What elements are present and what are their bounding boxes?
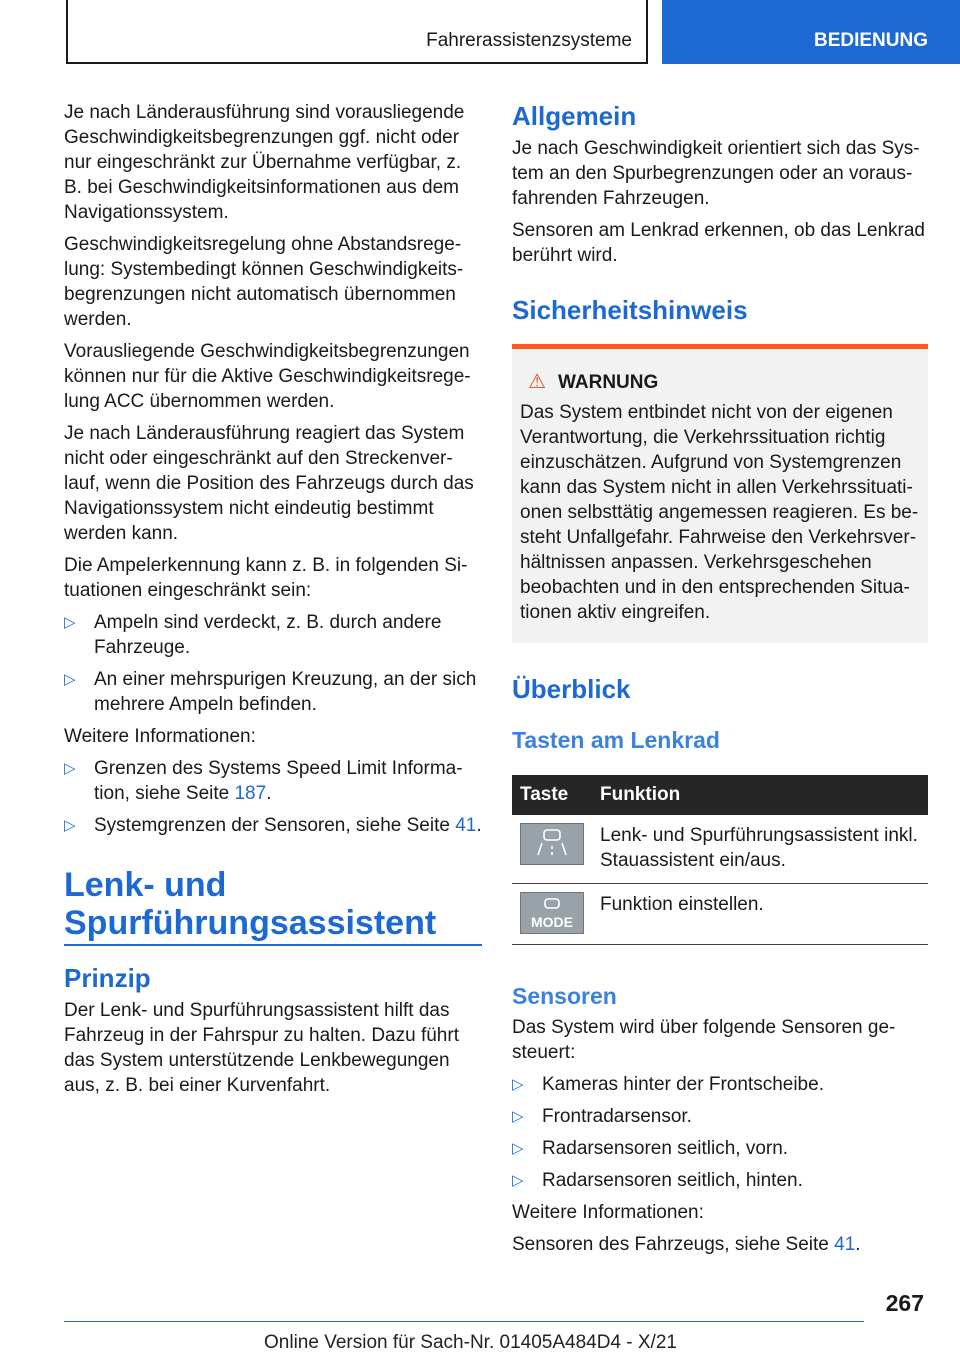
key-function-table <box>512 775 928 945</box>
warning-title: ⚠ WARNUNG <box>528 371 659 393</box>
page-number: 267 <box>885 1290 924 1316</box>
function-cell: Funktion einstellen. <box>592 884 928 945</box>
page-footer <box>64 1290 928 1353</box>
heading-prinzip: Prinzip <box>64 963 151 993</box>
mode-button[interactable] <box>520 892 584 934</box>
paragraph: Der Lenk- und Spurführungsassistent hilft das Fahrzeug in der Fahrspur zu halten. Dazu führt das System unterstützende Lenkbewegungen aus, z. B. bei einer Kurvenfahrt. <box>64 1000 459 1096</box>
column-header-funktion: Funktion <box>592 775 928 815</box>
table-row <box>512 884 928 945</box>
heading-tasten: Tasten am Lenkrad <box>512 727 720 753</box>
heading-allgemein: Allgemein <box>512 101 637 131</box>
online-version-note: Online Version für Sach-Nr. 01405A484D4 - X/21 <box>264 1332 677 1353</box>
list-item: ▷ Frontradarsensor. <box>512 1106 692 1127</box>
column-header-taste: Taste <box>512 775 592 815</box>
more-info-label: Weitere Informationen: <box>64 726 256 747</box>
footer-rule <box>64 1321 864 1322</box>
heading-ueberblick: Überblick <box>512 674 631 704</box>
triangle-bullet-icon: ▷ <box>64 614 76 631</box>
triangle-bullet-icon: ▷ <box>512 1140 524 1157</box>
paragraph: Je nach Länderausführung reagiert das System nicht oder eingeschränkt auf den Streckenver- lauf, wenn die Position des Fahrzeugs durch das Navigationssystem nicht eindeutig bestimmt werden kann. <box>64 423 474 544</box>
more-info-label: Weitere Informationen: <box>512 1202 704 1223</box>
page-header <box>0 0 960 66</box>
list-item: ▷ Kameras hinter der Frontscheibe. <box>512 1074 824 1095</box>
key-cell <box>512 815 592 884</box>
heading-sensoren: Sensoren <box>512 983 617 1009</box>
table-header-row <box>512 775 928 815</box>
chapter-tab[interactable]: BEDIENUNG <box>662 0 960 64</box>
heading-sicherheitshinweis: Sicherheitshinweis <box>512 295 748 325</box>
warning-text: Das System entbindet nicht von der eigenen Verantwortung, die Verkehrssituation richtig einzuschätzen. Aufgrund von Systemgrenzen kann das System nicht in allen Verkehrssituati- onen selbsttätig angemessen reagieren. Es be- steht Unfallgefahr. Fahrweise den Verkehrsver- hältnissen anpassen. Verkehrsgeschehen beobachten und in den entsprechenden Situa- tionen aktiv eingreifen. <box>520 402 919 623</box>
chapter-heading-block <box>64 866 482 946</box>
list-item: ▷ Radarsensoren seitlich, hinten. <box>512 1170 803 1191</box>
steering-assist-button[interactable] <box>520 823 584 865</box>
chapter-heading: Lenk- und Spurführungsassistent <box>64 866 437 942</box>
paragraph: Das System wird über folgende Sensoren ge- steuert: <box>512 1017 896 1063</box>
list-item: ▷ Grenzen des Systems Speed Limit Informa- tion, siehe Seite 187. <box>64 758 463 804</box>
function-cell: Lenk- und Spurführungsassistent inkl. Stauassistent ein/aus. <box>592 815 928 884</box>
bullet-list <box>64 610 482 717</box>
triangle-bullet-icon: ▷ <box>512 1108 524 1125</box>
mode-label: MODE <box>531 913 573 930</box>
sensor-reference: Sensoren des Fahrzeugs, siehe Seite 41. <box>512 1234 861 1255</box>
triangle-bullet-icon: ▷ <box>64 760 76 777</box>
key-cell <box>512 884 592 945</box>
warning-triangle-icon: ⚠ <box>528 371 546 393</box>
triangle-bullet-icon: ▷ <box>64 671 76 688</box>
paragraph: Je nach Geschwindigkeit orientiert sich das Sys- tem an den Spurbegrenzungen oder an voraus- fahrenden Fahrzeugen. <box>512 138 920 209</box>
list-item: ▷ An einer mehrspurigen Kreuzung, an der sich mehrere Ampeln befinden. <box>64 669 477 715</box>
page-link[interactable]: 41 <box>455 815 477 836</box>
section-title: Fahrerassistenzsysteme <box>66 0 648 64</box>
lane-assist-icon <box>530 827 574 861</box>
sensor-list <box>512 1072 928 1193</box>
page-link[interactable]: 41 <box>834 1234 856 1255</box>
paragraph: Geschwindigkeitsregelung ohne Abstandsrege- lung: Systembedingt können Geschwindigkeits- begrenzungen nicht automatisch übernommen werden. <box>64 234 464 330</box>
paragraph: Je nach Länderausführung sind vorausliegende Geschwindigkeitsbegrenzungen ggf. nicht oder nur eingeschränkt zur Übernahme verfügbar, z. B. bei Geschwindigkeitsinformationen aus dem Navigationssystem. <box>64 102 465 223</box>
list-item: ▷ Radarsensoren seitlich, vorn. <box>512 1138 789 1159</box>
triangle-bullet-icon: ▷ <box>64 817 76 834</box>
list-item: ▷ Ampeln sind verdeckt, z. B. durch andere Fahrzeuge. <box>64 612 442 658</box>
paragraph: Die Ampelerkennung kann z. B. in folgenden Si- tuationen eingeschränkt sein: <box>64 555 468 601</box>
paragraph: Sensoren am Lenkrad erkennen, ob das Lenkrad berührt wird. <box>512 220 925 266</box>
paragraph: Vorausliegende Geschwindigkeitsbegrenzungen können nur für die Aktive Geschwindigkeitsrege- lung ACC übernommen werden. <box>64 341 471 412</box>
triangle-bullet-icon: ▷ <box>512 1172 524 1189</box>
warning-box <box>512 344 928 643</box>
car-assist-icon <box>537 897 567 915</box>
left-column <box>64 100 482 1105</box>
list-item: ▷ Systemgrenzen der Sensoren, siehe Seite 41. <box>64 815 482 836</box>
triangle-bullet-icon: ▷ <box>512 1076 524 1093</box>
table-row <box>512 815 928 884</box>
page-link[interactable]: 187 <box>234 783 267 804</box>
reference-list <box>64 756 482 838</box>
right-column <box>512 100 928 1264</box>
